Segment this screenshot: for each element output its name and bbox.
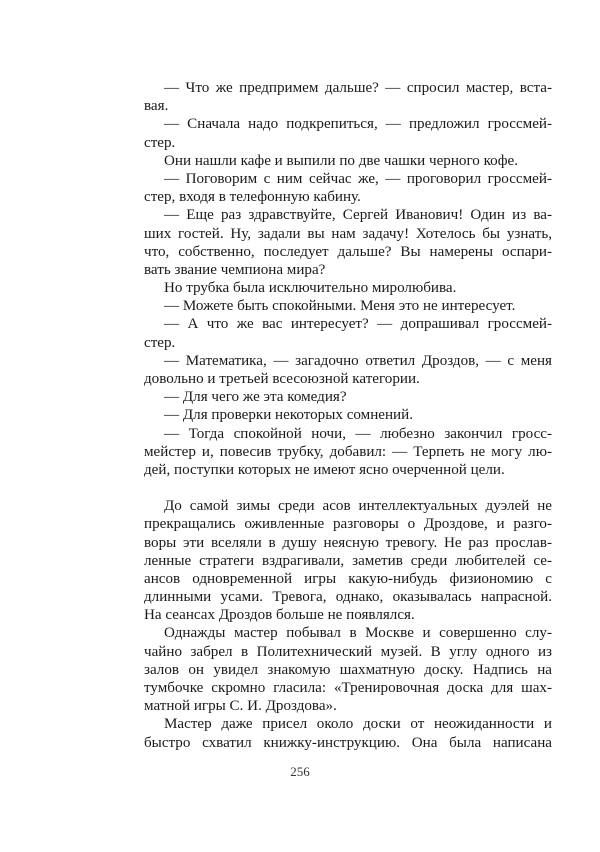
text-line: Мастер даже присел около доски от неожиданности и xyxy=(164,716,552,733)
text-line: вая. xyxy=(144,98,169,115)
text-line: — Для проверки некоторых сомнений. xyxy=(164,407,413,424)
text-line: — Еще раз здравствуйте, Сергей Иванович! Один из ва- xyxy=(164,207,552,224)
paragraph xyxy=(144,624,552,715)
text-line: Но трубка была исключительно миролюбива. xyxy=(164,280,457,297)
page-text xyxy=(144,79,552,752)
text-line: — Можете быть спокойными. Меня это не интересует. xyxy=(164,298,516,315)
text-line: довольно и третьей всесоюзной категории. xyxy=(144,371,420,387)
text-line: До самой зимы среди асов интеллектуальных дуэлей не xyxy=(164,498,552,515)
text-line: залов он увидел знакомую шахматную доску. Надпись на xyxy=(144,661,552,678)
text-line: дей, поступки которых не имеют ясно очерченной цели. xyxy=(144,461,505,478)
text-line: матной игры С. И. Дроздова». xyxy=(144,698,337,715)
paragraph xyxy=(144,79,552,115)
text-line: длинными усами. Тревога, однако, оказывалась напрасной. xyxy=(144,589,552,606)
paragraph xyxy=(144,406,552,424)
text-line: тумбочке скромно гласила: «Тренировочная доска для шах- xyxy=(144,680,552,696)
text-line: — Математика, — загадочно ответил Дроздов, — с меня xyxy=(164,352,552,369)
text-line: стер. xyxy=(144,334,176,351)
paragraph xyxy=(144,715,552,751)
paragraph xyxy=(144,206,552,279)
paragraph xyxy=(144,497,552,624)
paragraph xyxy=(144,425,552,480)
text-line: вать звание чемпиона мира? xyxy=(144,261,326,278)
text-line: чайно забрел в Политехнический музей. В углу одного из xyxy=(144,643,552,660)
narrative-section xyxy=(144,497,552,752)
paragraph xyxy=(144,297,552,315)
paragraph xyxy=(144,352,552,388)
section-break xyxy=(144,479,552,497)
text-line: стер, входя в телефонную кабину. xyxy=(144,189,361,206)
text-line: ансов одновременной игры какую-нибудь физиономию с xyxy=(144,570,552,587)
text-line: мейстер и, повесив трубку, добавил: — Терпеть не могу лю- xyxy=(144,443,552,460)
paragraph xyxy=(144,115,552,151)
text-line: ших гостей. Ну, задали вы нам задачу! Хотелось бы узнать, xyxy=(144,225,552,242)
paragraph xyxy=(144,170,552,206)
text-line: — Для чего же эта комедия? xyxy=(164,389,347,406)
text-line: — А что же вас интересует? — допрашивал гроссмей- xyxy=(164,316,552,333)
paragraph xyxy=(144,388,552,406)
text-line: — Что же предпримем дальше? — спросил мастер, вста- xyxy=(164,80,552,96)
text-line: прекращались оживленные разговоры о Дроздове, и разго- xyxy=(144,516,552,533)
paragraph xyxy=(144,152,552,170)
text-line: Однажды мастер побывал в Москве и совершенно слу- xyxy=(164,625,552,642)
page-number: 256 xyxy=(290,764,310,779)
text-line: воры эти вселяли в душу неясную тревогу. Не раз прослав- xyxy=(144,534,552,551)
text-line: — Поговорим с ним сейчас же, — проговорил гроссмей- xyxy=(164,170,552,187)
text-line: — Сначала надо подкрепиться, — предложил гроссмей- xyxy=(164,116,552,133)
text-line: ленные стратеги вздрагивали, заметив среди любителей се- xyxy=(144,552,552,569)
paragraph xyxy=(144,315,552,351)
text-line: стер. xyxy=(144,134,176,151)
paragraph xyxy=(144,279,552,297)
text-line: На сеансах Дроздов больше не появлялся. xyxy=(144,607,415,624)
dialogue-section xyxy=(144,79,552,479)
text-line: Они нашли кафе и выпили по две чашки черного кофе. xyxy=(164,152,518,169)
text-line: что, собственно, последует дальше? Вы намерены оспари- xyxy=(144,243,552,260)
text-line: быстро схватил книжку-инструкцию. Она была написана xyxy=(144,734,552,751)
text-line: — Тогда спокойной ночи, — любезно закончил гросс- xyxy=(164,425,552,442)
